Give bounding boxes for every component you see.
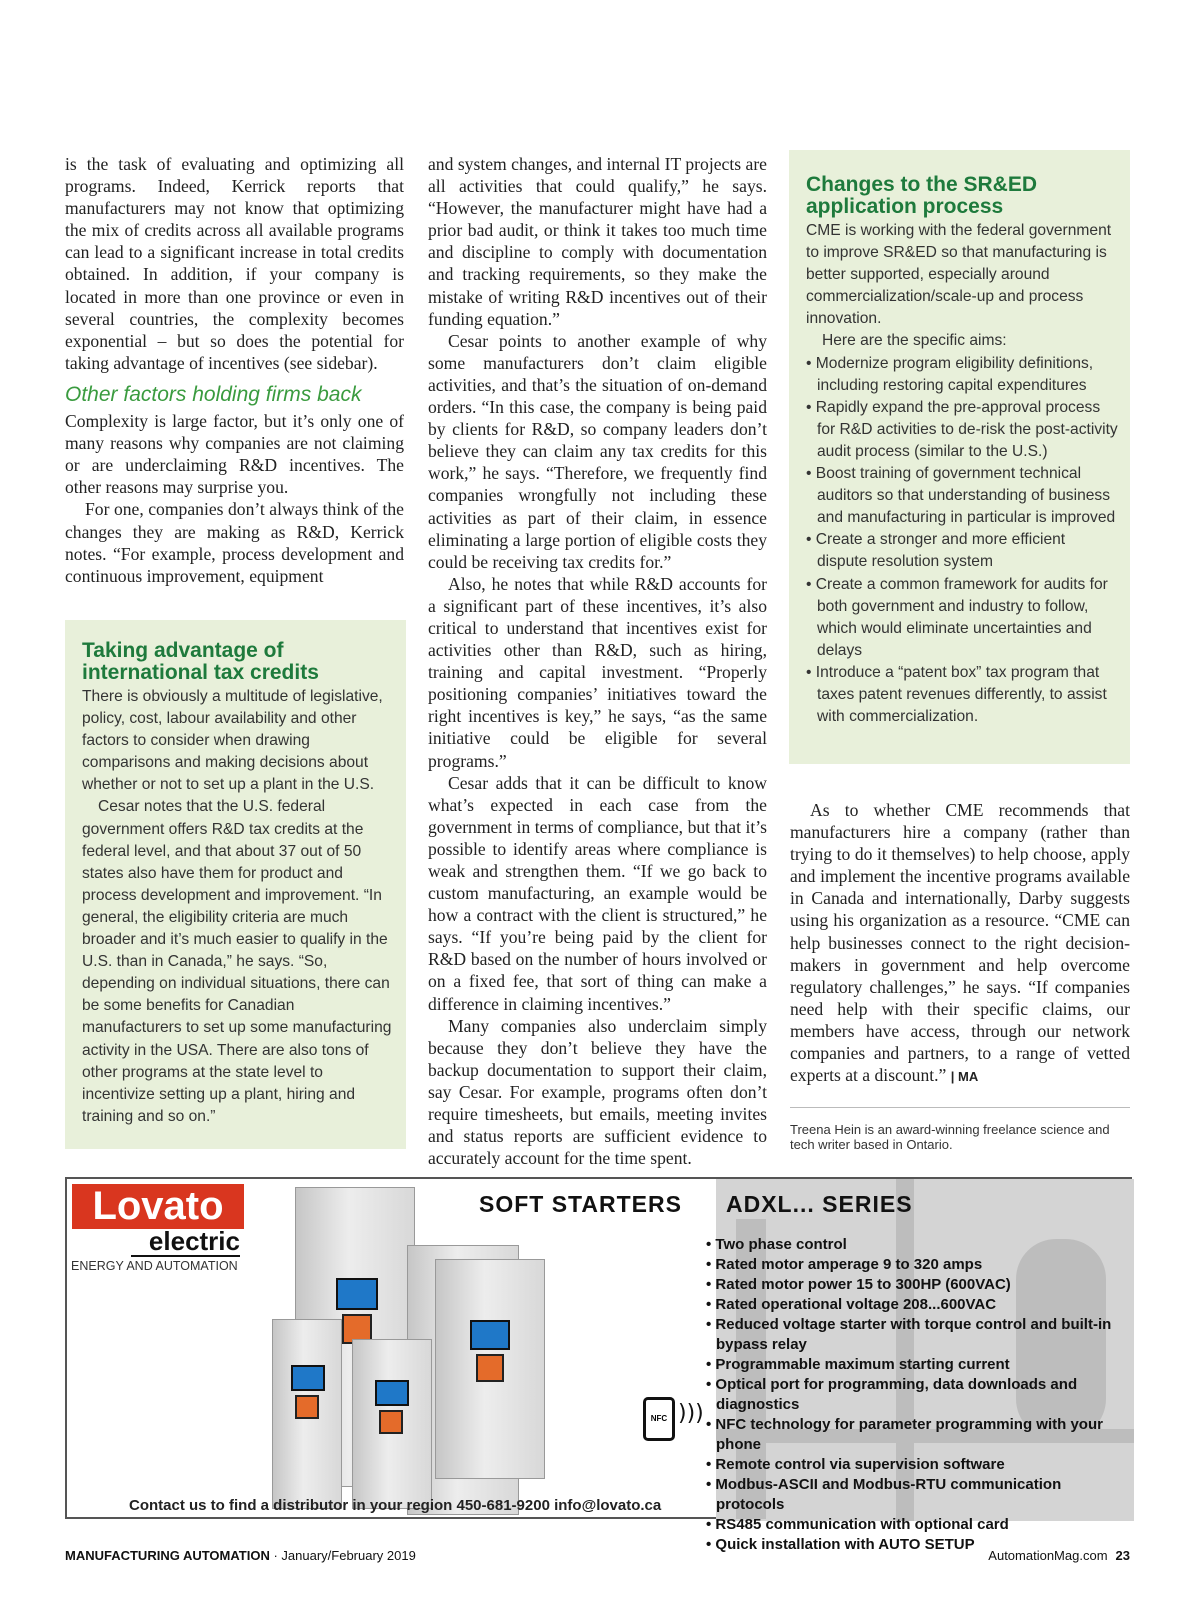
feature-item: • Reduced voltage starter with torque control and built-in bypass relay	[706, 1316, 1112, 1353]
nfc-phone-icon: NFC	[643, 1397, 675, 1441]
soft-starter-image	[272, 1319, 342, 1509]
feature-item: • Rated motor amperage 9 to 320 amps	[706, 1256, 983, 1273]
soft-starter-image	[435, 1259, 545, 1479]
aims-list	[806, 353, 1118, 729]
feature-list	[706, 1235, 1130, 1555]
list-item: • Rapidly expand the pre-approval process for R&D activities to de-risk the post-activity audit process (similar to the U.S.)	[806, 398, 1118, 460]
sidebar-international-tax-credits	[65, 620, 406, 1149]
paragraph	[790, 799, 1130, 1088]
paragraph: and system changes, and internal IT projects are all activities that could qualify,” he says. “However, the manufacturer might have had a prior bad audit, or think it takes too much time and discipline to comply with documentation and tracking requirements, so they make the mistake of writing R&D incentives out of their funding equation.”	[428, 154, 767, 329]
website-link[interactable]: AutomationMag.com	[988, 1548, 1108, 1563]
divider	[790, 1107, 1130, 1108]
logo-tagline: ENERGY AND AUTOMATION	[71, 1259, 238, 1273]
list-item: • Boost training of government technical auditors so that understanding of business and manufacturing in particular is improved	[806, 465, 1116, 527]
magazine-name: MANUFACTURING AUTOMATION	[65, 1548, 270, 1563]
footer-site	[960, 1548, 1130, 1563]
issue-date: · January/February 2019	[269, 1548, 416, 1563]
author-signature: | MA	[950, 1069, 979, 1085]
feature-item: • Rated operational voltage 208...600VAC	[706, 1296, 997, 1313]
list-item: • Introduce a “patent box” tax program that taxes patent revenues differently, to assist with commercialization.	[806, 663, 1107, 726]
article-column-3	[790, 799, 1130, 1088]
feature-item: • NFC technology for parameter programming with your phone	[706, 1416, 1103, 1453]
feature-item: • Two phase control	[706, 1236, 847, 1253]
product-title: SOFT STARTERS	[479, 1191, 682, 1217]
footer-publication	[65, 1548, 416, 1563]
article-column-2	[428, 153, 767, 1169]
list-item: • Create a stronger and more efficient dispute resolution system	[806, 531, 1066, 571]
sidebar-title: Changes to the SR&ED application process	[806, 173, 1038, 218]
paragraph: For one, companies don’t always think of the changes they are making as R&D, Kerrick notes. “For example, process development and continuous improvement, equipment	[65, 499, 404, 586]
paragraph: Many companies also underclaim simply because they don’t believe they have the backup documentation to support their claim, say Cesar. For example, programs often don’t require timesheets, but emails, meeting invites and status reports are sufficient evidence to accurately account for the time spent.	[428, 1015, 767, 1169]
article-column-1	[65, 153, 404, 587]
paragraph: Cesar points to another example of why some manufacturers don’t claim eligible activities, and that’s the situation of on-demand orders. “In this case, the company is being paid by clients for R&D, so company leaders don’t believe they can claim any tax credits for this work,” he says. “Therefore, we frequently find companies wrongfully not including these activities as part of their claim, in essence eliminating a large portion of eligible costs they could be receiving tax credits for.”	[428, 330, 767, 572]
paragraph: Cesar adds that it can be difficult to know what’s expected in each case from the government in terms of compliance, but that it’s possible to identify areas where compliance is weak and strengthen them. “If we go back to custom manufacturing, an example would be how a contract with the client is structured,” he says. “If you’re being paid by the client for R&D based on the number of hours involved or on a fixed fee, that sort of thing can make a difference in claiming incentives.”	[428, 772, 767, 1014]
subheading: Other factors holding firms back	[65, 382, 362, 406]
paragraph-text: As to whether CME recommends that manufacturers hire a company (rather than trying to do it themselves) to help choose, apply and implement the incentive programs available in Canada and internationally, Darby suggests using his organization as a resource. “CME can help businesses connect to the right decision-makers in government and help overcome regulatory challenges,” he says. “If companies need help with their specific claims, our members have access, through our network companies and partners, to a range of vetted experts at a discount.”	[790, 800, 1130, 1086]
sidebar-paragraph: There is obviously a multitude of legislative, policy, cost, labour availability and other factors to consider when drawing comparisons and making decisions about whether or not to set up a plant in the U.S.	[82, 688, 383, 794]
sidebar-title: Taking advantage of international tax credits	[82, 639, 319, 684]
paragraph: Complexity is large factor, but it’s only one of many reasons why companies are not claiming or are underclaiming R&D incentives. The other reasons may surprise you.	[65, 411, 404, 498]
list-item: • Modernize program eligibility definitions, including restoring capital expenditures	[806, 354, 1094, 394]
soft-starter-image	[352, 1339, 432, 1509]
feature-item: • Remote control via supervision software	[706, 1456, 1005, 1473]
feature-item: • Rated motor power 15 to 300HP (600VAC)	[706, 1276, 1011, 1293]
sidebar-sred-changes	[789, 150, 1130, 764]
feature-item: • Modbus-ASCII and Modbus-RTU communication protocols	[706, 1476, 1062, 1513]
feature-item: • RS485 communication with optional card	[706, 1516, 1009, 1533]
feature-item: • Programmable maximum starting current	[706, 1356, 1010, 1373]
paragraph: Also, he notes that while R&D accounts for a significant part of these incentives, it’s also critical to understand that incentives exist for activities other than R&D, such as hiring, training and capital investment. “Properly positioning companies’ initiatives toward the right incentives is key,” he says, “as the same initiative could be eligible for several programs.”	[428, 573, 767, 771]
feature-item: • Optical port for programming, data downloads and diagnostics	[706, 1376, 1078, 1413]
author-bio: Treena Hein is an award-winning freelance science and tech writer based in Ontario.	[790, 1122, 1110, 1152]
logo-subtitle: electric	[131, 1227, 240, 1257]
paragraph: is the task of evaluating and optimizing all programs. Indeed, Kerrick reports that manufacturers may not know that optimizing the mix of credits across all available programs can lead to a significant increase in total credits obtained. In addition, if your company is located in more than one province or even in several countries, the complexity becomes exponential – but so does the potential for taking advantage of incentives (see sidebar).	[65, 154, 404, 373]
list-item: • Create a common framework for audits for both government and industry to follow, which would eliminate uncertainties and delays	[806, 575, 1108, 659]
page-number: 23	[1115, 1548, 1130, 1563]
series-title: ADXL... SERIES	[726, 1191, 913, 1217]
lovato-logo: Lovato	[72, 1184, 244, 1229]
feature-item: • Quick installation with AUTO SETUP	[706, 1536, 975, 1553]
lovato-advertisement[interactable]	[65, 1177, 1132, 1553]
sidebar-paragraph: Cesar notes that the U.S. federal government offers R&D tax credits at the federal level, and that about 37 out of 50 states also have them for product and process development and improvement. “In general, the eligibility criteria are much broader and it’s much easier to qualify in the U.S. than in Canada,” he says. “So, depending on individual situations, there can be some benefits for Canadian manufacturers to set up some manufacturing activity in the USA. There are also tons of other programs at the state level to incentivize setting up a plant, hiring and training and so on.”	[82, 798, 392, 1125]
wireless-waves-icon: )))	[678, 1401, 704, 1426]
ad-contact-line: Contact us to find a distributor in your region 450-681-9200 info@lovato.ca	[129, 1497, 662, 1514]
sidebar-paragraph: CME is working with the federal government to improve SR&ED so that manufacturing is better supported, especially around commercialization/scale-up and process innovation.	[806, 222, 1112, 328]
sidebar-paragraph: Here are the specific aims:	[822, 332, 1007, 350]
